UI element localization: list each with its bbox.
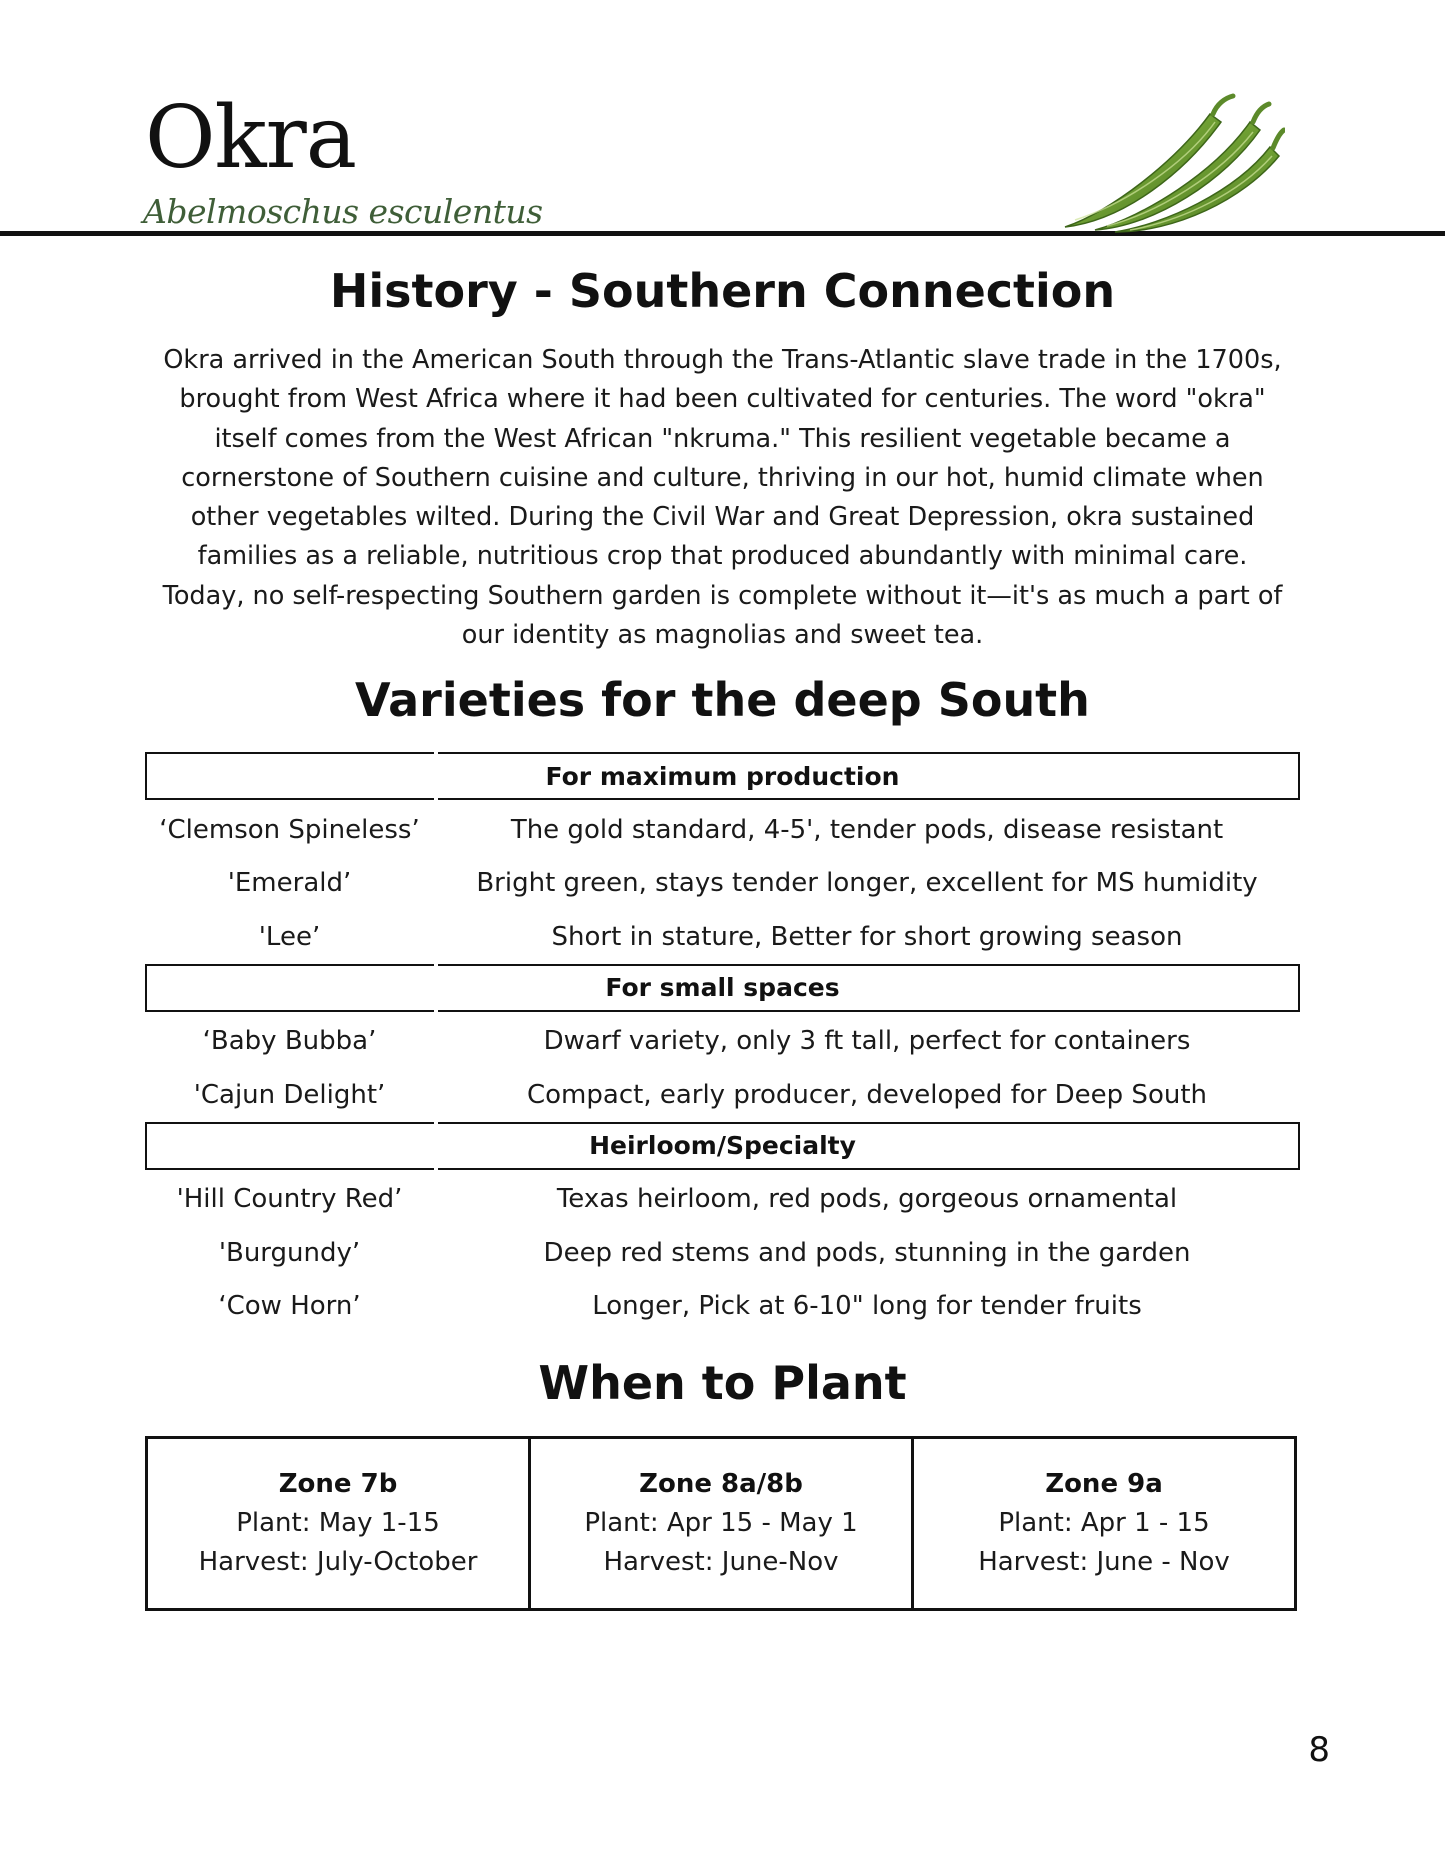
variety-row xyxy=(145,1015,1300,1069)
history-line: other vegetables wilted. During the Civil War and Great Depression, okra sustained xyxy=(190,502,1255,533)
group-header xyxy=(145,752,1300,800)
variety-description: Texas heirloom, red pods, gorgeous ornamental xyxy=(556,1184,1178,1215)
zone-plant-dates: Plant: May 1-15 xyxy=(236,1508,440,1538)
history-heading: History - Southern Connection xyxy=(329,264,1116,318)
zone-cell xyxy=(911,1439,1294,1608)
variety-name: ‘Cow Horn’ xyxy=(218,1291,361,1322)
variety-name: 'Lee’ xyxy=(258,921,321,952)
okra-pods-icon xyxy=(1055,92,1285,234)
varieties-heading: Varieties for the deep South xyxy=(355,673,1090,727)
history-line: families as a reliable, nutritious crop that produced abundantly with minimal care. xyxy=(197,541,1248,572)
group-header-label: Heirloom/Specialty xyxy=(589,1131,856,1160)
history-line: itself comes from the West African "nkruma." This resilient vegetable became a xyxy=(214,423,1231,454)
history-line: our identity as magnolias and sweet tea. xyxy=(461,620,984,651)
zone-cell xyxy=(528,1439,911,1608)
variety-description: Longer, Pick at 6-10" long for tender fruits xyxy=(592,1291,1142,1322)
variety-row xyxy=(145,857,1300,911)
variety-description: Short in stature, Better for short growing season xyxy=(551,921,1183,952)
variety-description: Compact, early producer, developed for Deep South xyxy=(527,1079,1207,1110)
history-line: Okra arrived in the American South through the Trans-Atlantic slave trade in the 1700s, xyxy=(163,345,1282,375)
variety-name: ‘Clemson Spineless’ xyxy=(159,814,420,845)
varieties-table xyxy=(145,752,1300,1333)
variety-row xyxy=(145,803,1300,857)
variety-row xyxy=(145,910,1300,964)
planting-zones-table xyxy=(145,1436,1297,1611)
variety-row xyxy=(145,1173,1300,1227)
variety-description: Deep red stems and pods, stunning in the garden xyxy=(543,1237,1191,1268)
history-line: cornerstone of Southern cuisine and culture, thriving in our hot, humid climate when xyxy=(181,462,1264,493)
history-line: brought from West Africa where it had been cultivated for centuries. The word "okra" xyxy=(179,384,1266,415)
zone-plant-dates: Plant: Apr 15 - May 1 xyxy=(584,1508,858,1538)
group-header xyxy=(145,1122,1300,1170)
zone-harvest-dates: Harvest: June - Nov xyxy=(978,1547,1230,1577)
variety-name: ‘Baby Bubba’ xyxy=(202,1026,377,1057)
zone-name: Zone 7b xyxy=(278,1469,398,1499)
variety-description: Bright green, stays tender longer, excellent for MS humidity xyxy=(476,868,1258,899)
zone-cell xyxy=(148,1439,528,1608)
page-title: Okra xyxy=(145,88,356,188)
zone-name: Zone 9a xyxy=(1045,1469,1163,1499)
group-header-label: For maximum production xyxy=(545,761,900,791)
when-to-plant-heading: When to Plant xyxy=(538,1356,907,1410)
group-header xyxy=(145,964,1300,1012)
zone-name: Zone 8a/8b xyxy=(639,1469,803,1499)
page-header xyxy=(0,0,1445,240)
variety-row xyxy=(145,1068,1300,1122)
variety-name: 'Burgundy’ xyxy=(218,1237,361,1268)
variety-name: 'Hill Country Red’ xyxy=(176,1184,403,1215)
variety-row xyxy=(145,1280,1300,1334)
variety-row xyxy=(145,1226,1300,1280)
group-header-label: For small spaces xyxy=(605,973,840,1002)
zone-harvest-dates: Harvest: July-October xyxy=(198,1547,478,1577)
page-number: 8 xyxy=(1308,1730,1330,1770)
variety-description: Dwarf variety, only 3 ft tall, perfect for containers xyxy=(543,1026,1191,1057)
history-line: Today, no self-respecting Southern garden is complete without it—it's as much a part of xyxy=(162,580,1283,611)
history-paragraph xyxy=(140,341,1305,655)
variety-name: 'Cajun Delight’ xyxy=(193,1079,386,1110)
zone-plant-dates: Plant: Apr 1 - 15 xyxy=(998,1508,1210,1538)
variety-description: The gold standard, 4-5', tender pods, disease resistant xyxy=(510,814,1224,845)
scientific-name: Abelmoschus esculentus xyxy=(143,192,543,231)
zone-harvest-dates: Harvest: June-Nov xyxy=(603,1547,839,1577)
variety-name: 'Emerald’ xyxy=(227,868,352,899)
